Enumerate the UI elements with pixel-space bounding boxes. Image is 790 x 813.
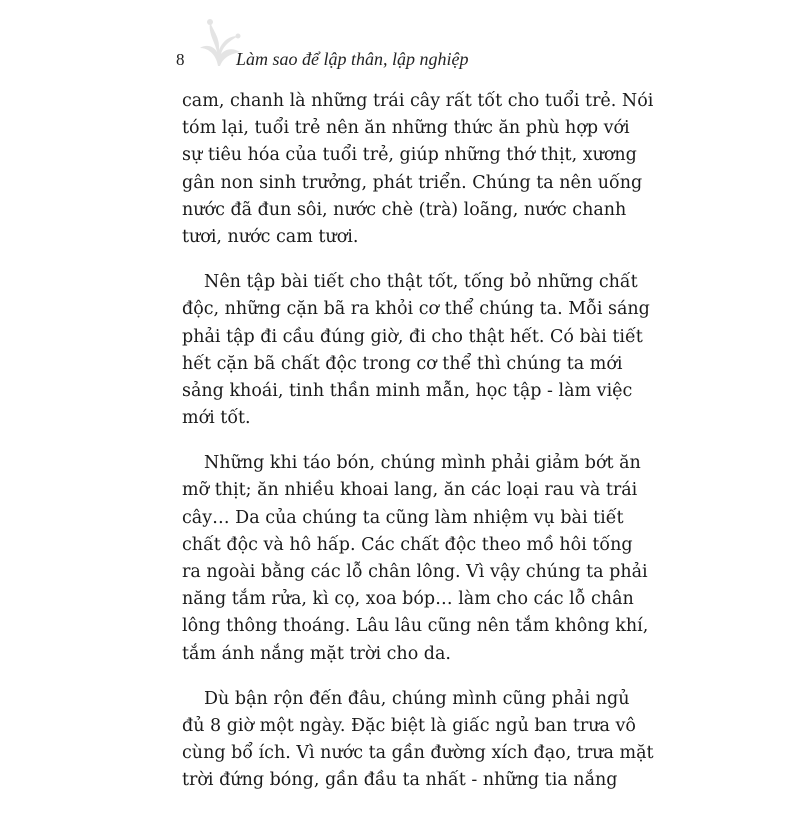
text-line: tươi, nước cam tươi. bbox=[182, 226, 359, 247]
paragraph bbox=[182, 686, 654, 795]
paragraph bbox=[182, 269, 650, 432]
page-header bbox=[176, 40, 596, 80]
text-line: Những khi táo bón, chúng mình phải giảm bớt ăn bbox=[204, 453, 641, 474]
text-line: sảng khoái, tinh thần minh mẫn, học tập - làm việc bbox=[182, 380, 633, 401]
text-line: sự tiêu hóa của tuổi trẻ, giúp những thớ thịt, xương bbox=[182, 145, 637, 166]
text-line: mỡ thịt; ăn nhiều khoai lang, ăn các loại rau và trái bbox=[182, 480, 638, 501]
text-line: cùng bổ ích. Vì nước ta gần đường xích đạo, trưa mặt bbox=[182, 743, 654, 764]
text-line: phải tập đi cầu đúng giờ, đi cho thật hết. Có bài tiết bbox=[182, 326, 643, 347]
text-line: lông thông thoáng. Lâu lâu cũng nên tắm không khí, bbox=[182, 616, 649, 637]
text-line: Dù bận rộn đến đâu, chúng mình cũng phải ngủ bbox=[204, 688, 630, 709]
paragraph bbox=[182, 450, 649, 668]
text-line: trời đứng bóng, gần đầu ta nhất - những tia nắng bbox=[182, 770, 618, 791]
text-line: hết cặn bã chất độc trong cơ thể thì chúng ta mới bbox=[182, 353, 623, 374]
paragraph bbox=[182, 88, 654, 251]
text-line: mới tốt. bbox=[182, 408, 251, 429]
text-line: tóm lại, tuổi trẻ nên ăn những thức ăn phù hợp với bbox=[182, 118, 630, 139]
page-number: 8 bbox=[176, 50, 185, 69]
text-line: độc, những cặn bã ra khỏi cơ thể chúng ta. Mỗi sáng bbox=[182, 299, 650, 320]
text-line: nước đã đun sôi, nước chè (trà) loãng, nước chanh bbox=[182, 199, 627, 220]
text-line: cam, chanh là những trái cây rất tốt cho tuổi trẻ. Nói bbox=[182, 91, 654, 111]
text-line: gân non sinh trưởng, phát triển. Chúng ta nên uống bbox=[182, 172, 643, 193]
body-text bbox=[182, 88, 654, 813]
text-line: cây… Da của chúng ta cũng làm nhiệm vụ bài tiết bbox=[182, 507, 624, 528]
running-title: Làm sao để lập thân, lập nghiệp bbox=[236, 49, 469, 69]
text-line: ra ngoài bằng các lỗ chân lông. Vì vậy chúng ta phải bbox=[182, 562, 648, 582]
text-line: tắm ánh nắng mặt trời cho da. bbox=[182, 643, 451, 664]
text-line: năng tắm rửa, kì cọ, xoa bóp… làm cho các lỗ chân bbox=[182, 589, 634, 610]
text-line: Nên tập bài tiết cho thật tốt, tống bỏ những chất bbox=[204, 272, 638, 293]
text-line: đủ 8 giờ một ngày. Đặc biệt là giấc ngủ ban trưa vô bbox=[182, 715, 636, 736]
text-line: chất độc và hô hấp. Các chất độc theo mồ hôi tống bbox=[182, 534, 633, 555]
